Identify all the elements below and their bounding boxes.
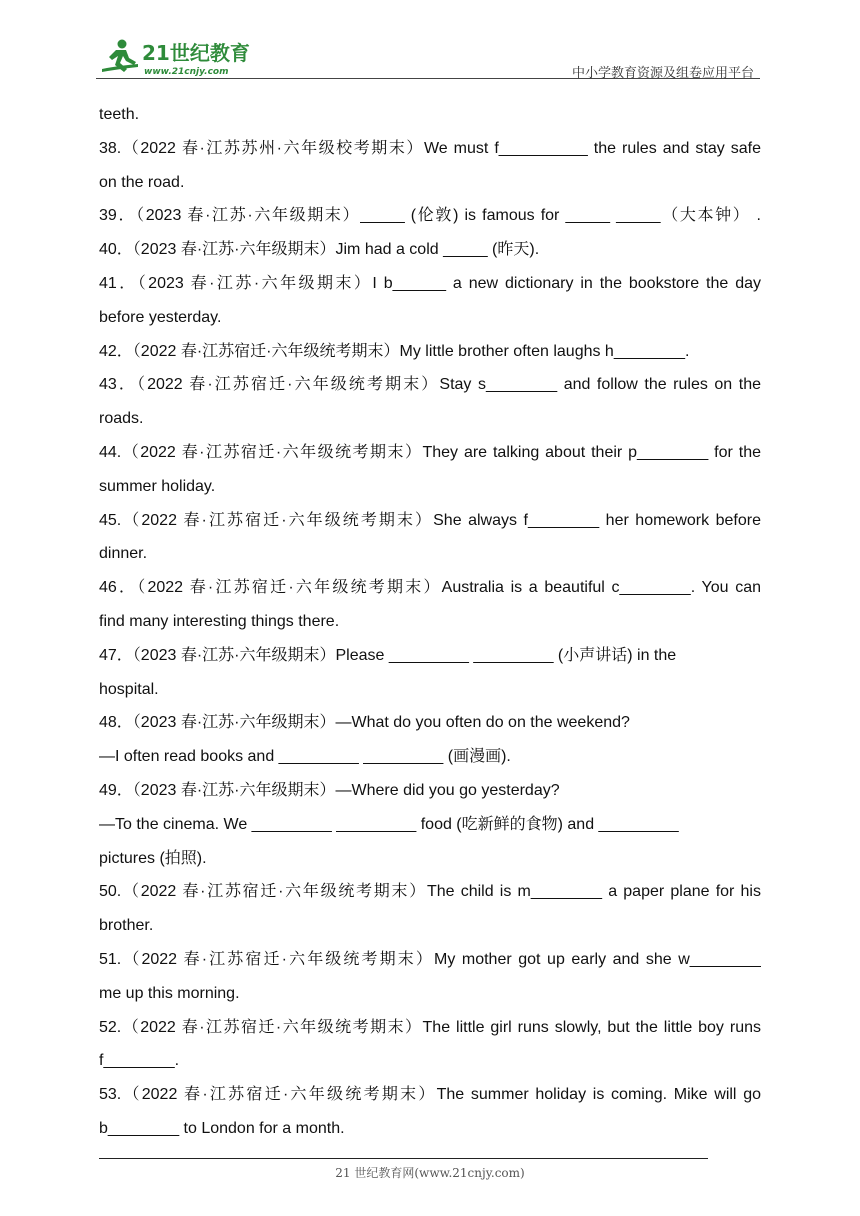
text-line: hospital.: [99, 680, 159, 698]
text-line: dinner.: [99, 545, 148, 563]
text-line: 46．（2022 春·江苏宿迁·六年级统考期末）Australia is a beautiful c________. You can: [99, 579, 761, 597]
header-divider: [96, 78, 760, 79]
text-line: pictures (拍照).: [99, 849, 207, 867]
page-header: [96, 36, 760, 80]
text-line: —I often read books and _________ _________ (画漫画).: [99, 748, 511, 766]
text-line: before yesterday.: [99, 308, 222, 326]
text-line: 52.（2022 春·江苏宿迁·六年级统考期末）The little girl runs slowly, but the little boy runs: [99, 1018, 761, 1036]
text-line: f________.: [99, 1052, 180, 1070]
platform-name: 中小学教育资源及组卷应用平台: [571, 66, 754, 81]
question-list: [99, 98, 761, 1146]
text-line: 43．（2022 春·江苏宿迁·六年级统考期末）Stay s________ and follow the rules on the: [99, 376, 761, 394]
text-line: 53.（2022 春·江苏宿迁·六年级统考期末）The summer holiday is coming. Mike will go: [99, 1086, 761, 1104]
text-line: 40．（2023 春·江苏·六年级期末）Jim had a cold _____ (昨天).: [99, 241, 540, 259]
text-line: find many interesting things there.: [99, 612, 340, 630]
footer-divider: [99, 1158, 708, 1159]
text-line: roads.: [99, 410, 144, 428]
logo-brand-text: 21世纪教育: [142, 41, 250, 65]
text-line: 49．（2023 春·江苏·六年级期末）—Where did you go yesterday?: [99, 781, 560, 799]
text-line: 50.（2022 春·江苏宿迁·六年级统考期末）The child is m________ a paper plane for his: [99, 883, 761, 901]
text-line: 48．（2023 春·江苏·六年级期末）—What do you often do on the weekend?: [99, 714, 630, 732]
text-line: 51.（2022 春·江苏宿迁·六年级统考期末）My mother got up early and she w________: [99, 950, 761, 968]
text-line: brother.: [99, 917, 154, 935]
logo-url-text: www.21cnjy.com: [144, 67, 229, 77]
text-line: 42．（2022 春·江苏宿迁·六年级统考期末）My little brother often laughs h________.: [99, 342, 690, 360]
runner-icon: [102, 40, 138, 73]
text-line: summer holiday.: [99, 477, 216, 495]
21cnjy-logo: [96, 36, 266, 78]
text-line: 41．（2023 春·江苏·六年级期末）I b______ a new dictionary in the bookstore the day: [99, 274, 761, 292]
text-line: on the road.: [99, 173, 185, 191]
text-line: —To the cinema. We _________ _________ food (吃新鲜的食物) and _________: [99, 815, 679, 833]
text-line: teeth.: [99, 106, 140, 123]
text-line: 47．（2023 春·江苏·六年级期末）Please _________ _________ (小声讲话) in the: [99, 646, 677, 664]
text-line: 38.（2022 春·江苏苏州·六年级校考期末）We must f__________ the rules and stay safe: [99, 139, 761, 157]
text-line: b________ to London for a month.: [99, 1119, 345, 1137]
text-line: 44.（2022 春·江苏宿迁·六年级统考期末）They are talking about their p________ for the: [99, 443, 761, 461]
text-line: 45.（2022 春·江苏宿迁·六年级统考期末）She always f________ her homework before: [99, 511, 761, 529]
footer-text: 21 世纪教育网(www.21cnjy.com): [335, 1166, 525, 1180]
text-line: me up this morning.: [99, 984, 240, 1002]
text-line: 39．（2023 春·江苏·六年级期末）_____ (伦敦) is famous for _____ _____（大本钟） .: [99, 207, 761, 225]
